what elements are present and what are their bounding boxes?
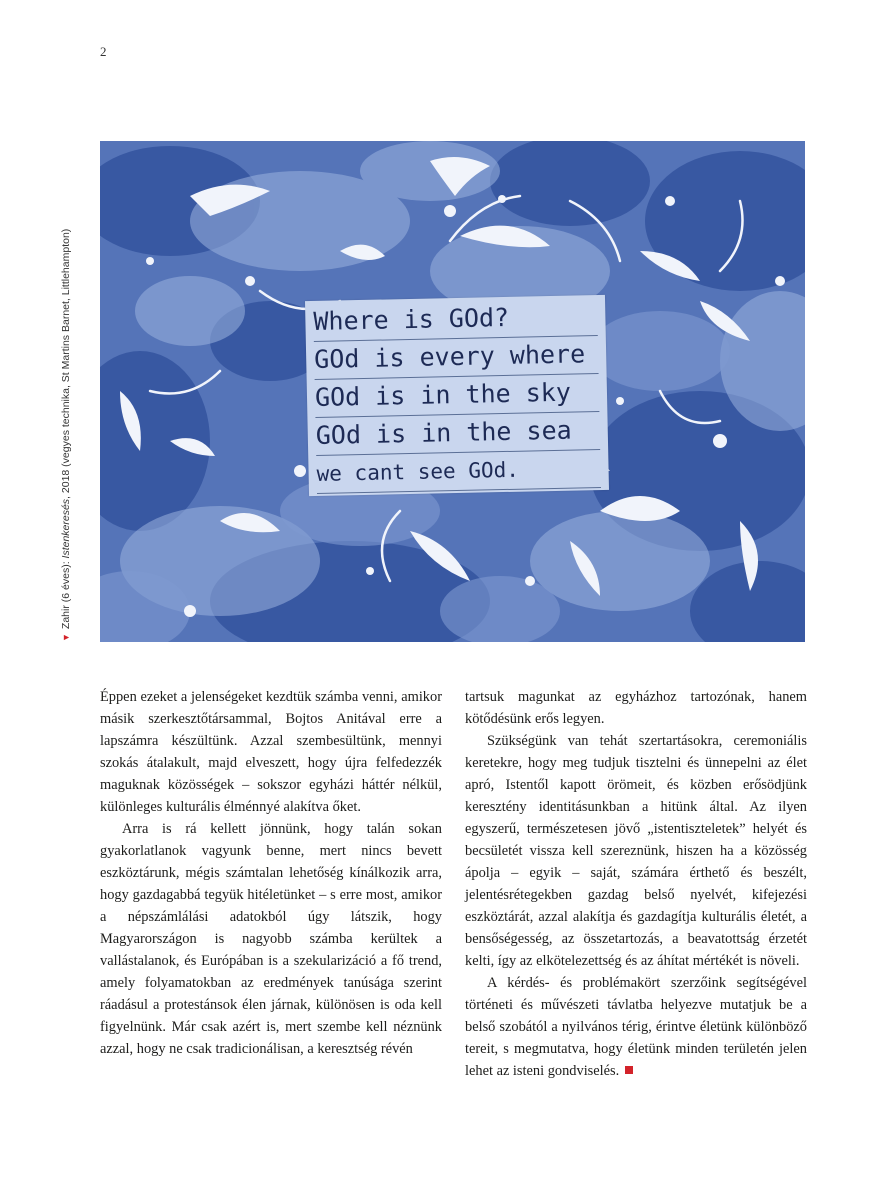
article-right-column	[465, 686, 807, 1082]
paragraph-final	[465, 972, 807, 1082]
handwritten-note-card	[305, 295, 609, 496]
paragraph-text: A kérdés- és problémakört szerzőink segítségével történeti és művészeti távlatba helyezve mutatjuk be a belső szobától a nyilvános térig, érintve életünk különböző tereit, s megmutatva, hogy életünk minden területén jelen lehet az isteni gondviselés.	[465, 975, 807, 1079]
artwork-image	[100, 141, 805, 642]
end-of-article-icon	[625, 1066, 633, 1074]
article-left-column	[100, 686, 442, 1060]
paragraph: Éppen ezeket a jelenségeket kezdtük számba venni, amikor másik szerkesztőtársammal, Bojtos Anitával erre a lapszámra készültünk. Azzal szembesültünk, mennyi szokás átalakult, majd elveszett, hogy újra felfedezzék maguknak közösségek – sokszor egyházi háttér nélkül, különleges kulturális élménnyé alakítva őket.	[100, 689, 442, 815]
note-line: Where is GOd?	[313, 297, 598, 342]
note-line: GOd is in the sea	[315, 411, 600, 456]
page-number: 2	[100, 44, 107, 59]
note-line: GOd is in the sky	[315, 373, 600, 418]
caption-author: Zahir (6 éves):	[60, 558, 72, 630]
note-line: we cant see GOd.	[316, 449, 601, 494]
note-line: GOd is every where	[314, 335, 599, 380]
caption-details: , 2018 (vegyes technika, St Martins Barnet, Littlehampton)	[60, 228, 72, 499]
paragraph: tartsuk magunkat az egyházhoz tartozónak, hanem kötődésünk erős legyen.	[465, 689, 807, 727]
paragraph: Arra is rá kellett jönnünk, hogy talán sokan gyakorlatlanok vagyunk benne, mert nincs bevett eszköztárunk, mégis számtalan lehetőség kínálkozik arra, hogy gazdagabbá tegyük hitéletünket – s erre most, amikor a népszámlálási adatokból úgy látszik, hogy Magyarországon is nagyobb számba kerültek a vallástalanok, és Európában is a szekularizáció a fő trend, amely folyamatokban az eredmények tanúsága szerint ráadásul a protestánsok élen járnak, különösen is oda kell figyelnünk. Már csak azért is, mert szembe kell néznünk azzal, hogy ne csak tradicionálisan, a keresztség révén	[100, 821, 442, 1057]
artwork-caption	[60, 229, 72, 642]
paragraph: Szükségünk van tehát szertartásokra, ceremoniális keretekre, hogy meg tudjuk tisztelni és ünnepelni az élet apró, Istentől kapott örömeit, és közben erősödjünk keresztény identitásunkban a hitünk által. Az ilyen egyszerű, természetesen jövő „istentiszteletek” helyét és becsületét vissza kell szereznünk, hiszen ha a közösség ápolja – egyik – saját, számára érthető és beszélt, jelentésrétegekben gazdag belső nyelvét, kifejezési eszköztárát, azzal alakítja és gazdagítja kulturális életét, a bensőségesség, az összetartozás, a beavatottság érzetét kelti, így az elkötelezettség és az áhítat mértékét is növeli.	[465, 733, 807, 969]
caption-marker-icon: ▼	[61, 633, 71, 642]
caption-title: Istenkeresés	[60, 498, 72, 559]
